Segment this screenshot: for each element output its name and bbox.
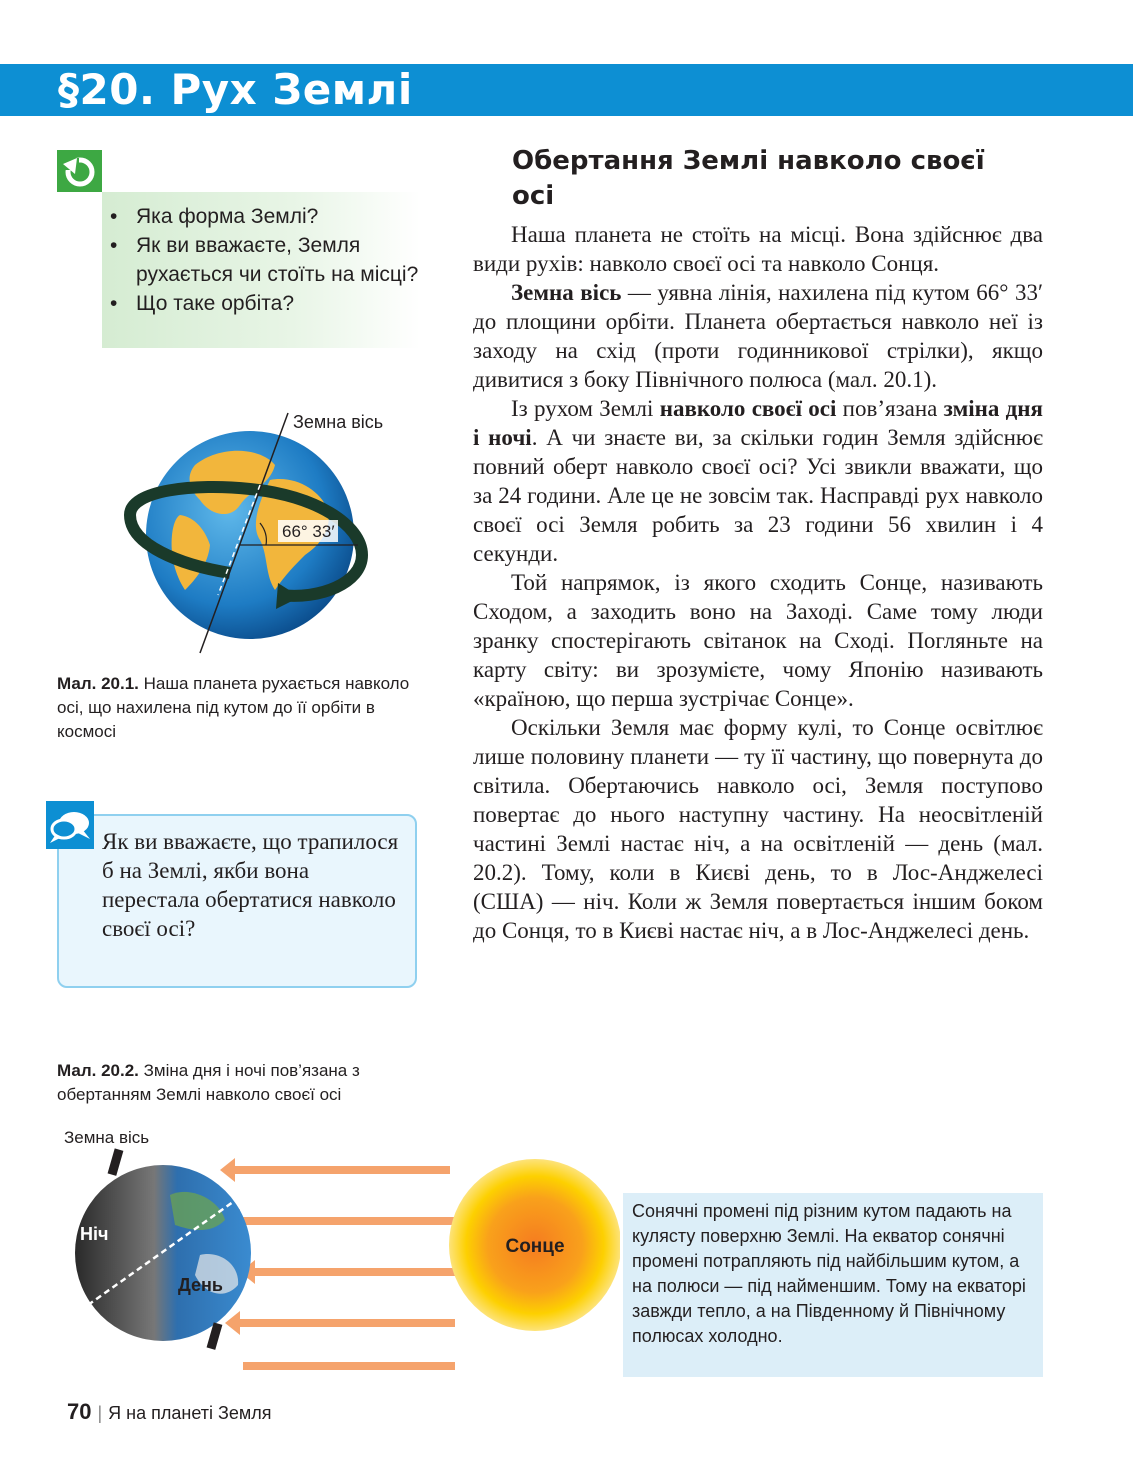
footer-separator: | — [97, 1403, 103, 1423]
axis-label: Земна вісь — [293, 412, 384, 432]
paragraph: Наша планета не стоїть на місці. Вона здійснює два види рухів: навколо своєї осі та навколо Сонця. — [473, 222, 1043, 276]
bold-term: навколо своєї осі — [659, 396, 837, 421]
caption-number: Мал. 20.1. — [57, 674, 139, 693]
section-heading: Обертання Землі навколо своєї осі — [512, 146, 985, 211]
page-title: §20. Рух Землі — [58, 65, 413, 114]
day-night-figure — [60, 1125, 620, 1370]
figure-caption — [57, 1059, 437, 1107]
paragraph-text: пов’язана — [836, 396, 944, 421]
section-body — [473, 220, 1043, 945]
review-questions-list — [102, 192, 420, 318]
discussion-bubbles-icon — [46, 801, 94, 849]
header-bar — [0, 64, 1133, 116]
page-number: 70 — [67, 1399, 92, 1424]
footer-section-name: Я на планеті Земля — [108, 1403, 272, 1423]
sun-ray — [240, 1319, 455, 1327]
axis-pole — [108, 1148, 124, 1175]
page-footer — [67, 1400, 272, 1425]
review-questions-box — [102, 192, 420, 348]
figure-caption — [57, 672, 417, 744]
caption-text: Наша планета рухається навколо осі, що нахилена під кутом до її орбіти в космосі — [57, 674, 410, 741]
discussion-question: Як ви вважаєте, що трапилося б на Землі, якби вона перестала обертатися навколо своєї осі? — [102, 829, 399, 941]
review-question: • Що таке орбіта? — [108, 289, 420, 318]
review-question: • Яка форма Землі? — [108, 202, 420, 231]
sun-ray — [255, 1268, 455, 1276]
review-question: • Як ви вважаєте, Земля рухається чи стоїть на місці? — [108, 231, 420, 289]
caption-text: Зміна дня і ночі пов’язана з обертанням Землі навколо своєї осі — [57, 1061, 360, 1104]
axis-label: Земна вісь — [64, 1128, 150, 1147]
sun-ray — [243, 1362, 455, 1370]
bold-term: Земна вісь — [511, 280, 622, 305]
paragraph-text: — уявна лінія, нахилена під кутом 66° 33′ до площини орбіти. Планета обертається навколо неї із заходу на схід (проти годинникової стрілки), якщо дивитися з боку Північного полюса (мал. 20.1). — [473, 280, 1043, 392]
paragraph — [473, 278, 1043, 394]
paragraph-text: . А чи знаєте ви, за скільки годин Земля здійснює повний оберт навколо своєї осі? Усі звикли вважати, що за 24 години. Але це не зовсім так. Насправді рух навколо своєї осі Земля робить за 23 години 56 хвилин і 4 секунди. — [473, 425, 1043, 566]
sun-ray — [235, 1166, 450, 1174]
paragraph: Той напрямок, із якого сходить Сонце, називають Сходом, а заходить воно на Заході. Саме тому люди зранку спостерігають світанок на Сході. Погляньте на карту світу: ви зрозумієте, чому Японію називають «країною, що перша зустрічає Сонце». — [473, 570, 1043, 711]
sun-label: Сонце — [505, 1236, 565, 1257]
angle-label: 66° 33′ — [282, 522, 335, 541]
sun-rays — [220, 1158, 455, 1370]
paragraph: Оскільки Земля має форму кулі, то Сонце освітлює лише половину планети — ту її частину, що повернута до світила. Обертаючись навколо осі, Земля поступово повертає до нього наступну частину. На неосвітленій частині Землі настає ніч, а на освітленій — день (мал. 20.2). Тому, коли в Києві день, то в Лос-Анджелесі (США) — ніч. Коли ж Земля повертається іншим боком до Сонця, то в Києві настає ніч, а в Лос-Анджелесі день. — [473, 715, 1043, 943]
info-box: Сонячні промені під різним кутом падають на кулясту поверхню Землі. На екватор сонячні промені потрапляють під найбільшим кутом, а на полюси — під найменшим. Тому на екваторі завжди тепло, а на Південному й Північному полюсах холодно. — [623, 1193, 1043, 1377]
night-label: Ніч — [80, 1224, 109, 1244]
sun-ray — [240, 1217, 455, 1225]
caption-number: Мал. 20.2. — [57, 1061, 139, 1080]
review-arrow-icon — [57, 150, 102, 192]
paragraph — [473, 394, 1043, 568]
paragraph-text: Із рухом Землі — [511, 396, 660, 421]
bold-term: зміна дня і ночі — [473, 396, 1043, 450]
earth-axis-figure — [100, 405, 390, 665]
day-label: День — [178, 1275, 223, 1295]
